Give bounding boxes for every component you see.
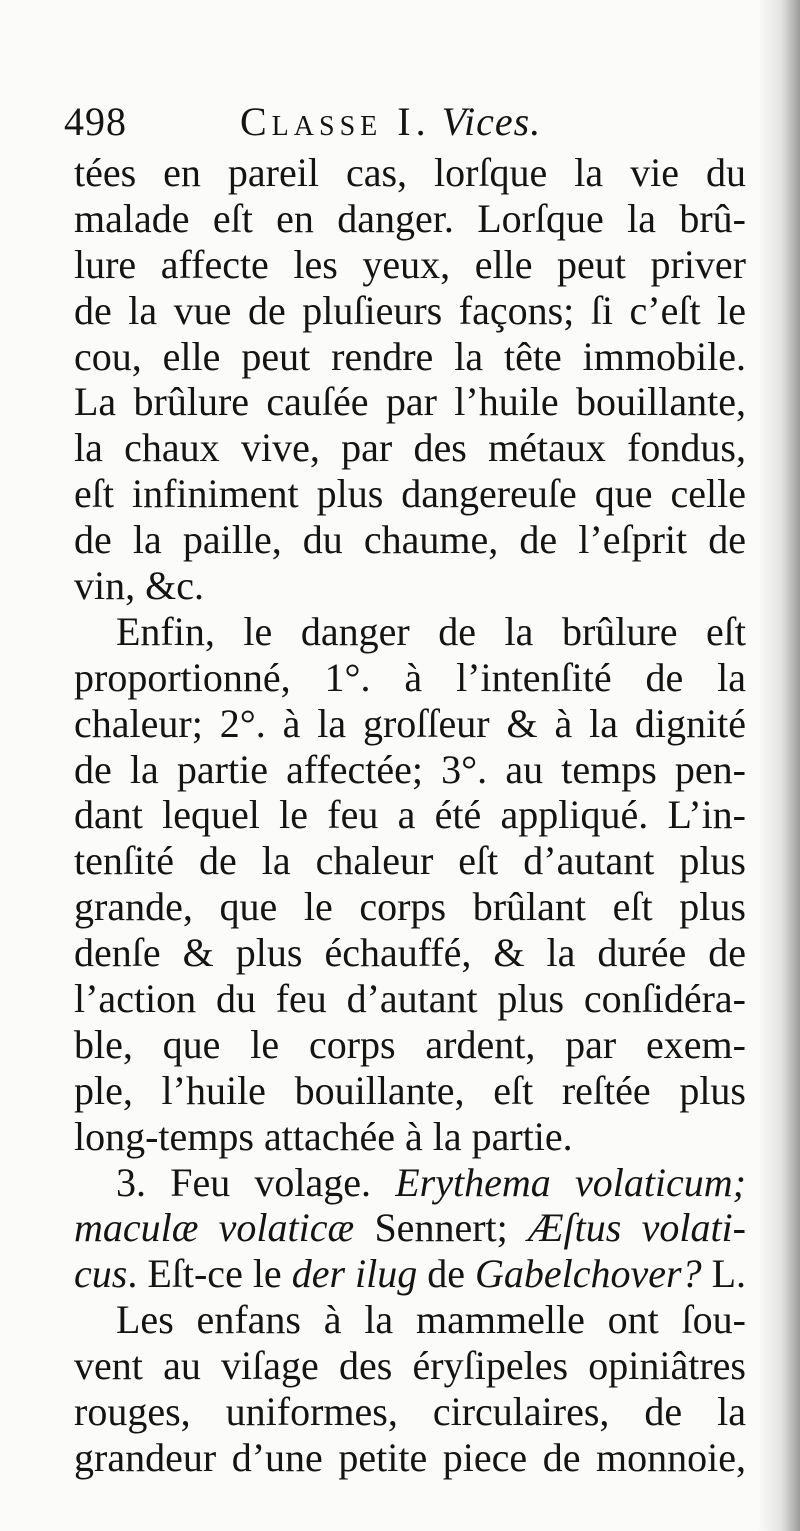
text-line: de la vue de pluſieurs façons; ſi c’eſt le xyxy=(74,287,746,333)
text-line: la chaux vive, par des métaux fondus, xyxy=(74,425,746,471)
text-line: eſt infiniment plus dangereuſe que celle xyxy=(74,471,746,517)
text-line: dant lequel le feu a été appliqué. L’in- xyxy=(74,792,746,838)
text-line: l’action du feu d’autant plus conſidéra- xyxy=(74,976,746,1022)
running-head-classe: Classe I. xyxy=(240,99,431,144)
text-line: lure affecte les yeux, elle peut priver xyxy=(74,241,746,287)
running-head-vices: Vices. xyxy=(441,99,542,144)
text-line: ble, que le corps ardent, par exem- xyxy=(74,1021,746,1067)
text-line: grandeur d’une petite piece de monnoie, xyxy=(74,1434,746,1480)
text-line: rouges, uniformes, circulaires, de la xyxy=(74,1389,746,1435)
text-line: malade eſt en danger. Lorſque la brû- xyxy=(74,195,746,241)
body-text xyxy=(74,150,746,1481)
text-line: denſe & plus échauffé, & la durée de xyxy=(74,930,746,976)
text-line: maculæ volaticæ Sennert; Æſtus volati- xyxy=(74,1205,746,1251)
text-line: Les enfans à la mammelle ont ſou- xyxy=(116,1297,746,1343)
text-line: ple, l’huile bouillante, eſt reſtée plus xyxy=(74,1067,746,1113)
text-line: tenſité de la chaleur eſt d’autant plus xyxy=(74,838,746,884)
text-line: La brûlure cauſée par l’huile bouillante, xyxy=(74,379,746,425)
text-line: Enfin, le danger de la brûlure eſt xyxy=(116,608,746,654)
text-line: chaleur; 2°. à la groſſeur & à la dignité xyxy=(74,700,746,746)
text-line: grande, que le corps brûlant eſt plus xyxy=(74,884,746,930)
text-line: proportionné, 1°. à l’intenſité de la xyxy=(74,654,746,700)
page-header xyxy=(64,92,754,152)
text-line: de la partie affectée; 3°. au temps pen- xyxy=(74,746,746,792)
running-head xyxy=(240,92,541,152)
text-line: de la paille, du chaume, de l’eſprit de xyxy=(74,517,746,563)
text-line: cus. Eſt-ce le der ilug de Gabelchover? L. xyxy=(74,1251,747,1297)
text-line: cou, elle peut rendre la tête immobile. xyxy=(74,333,746,379)
text-line: vin, &c. xyxy=(74,563,204,609)
page-number: 498 xyxy=(64,99,127,144)
text-line: vent au viſage des éryſipeles opiniâtres xyxy=(74,1343,746,1389)
page-gutter-shadow xyxy=(758,0,800,1531)
text-line: 3. Feu volage. Erythema volaticum; xyxy=(116,1159,746,1205)
text-line: long-temps attachée à la partie. xyxy=(74,1113,573,1159)
text-line: tées en pareil cas, lorſque la vie du xyxy=(74,150,746,195)
